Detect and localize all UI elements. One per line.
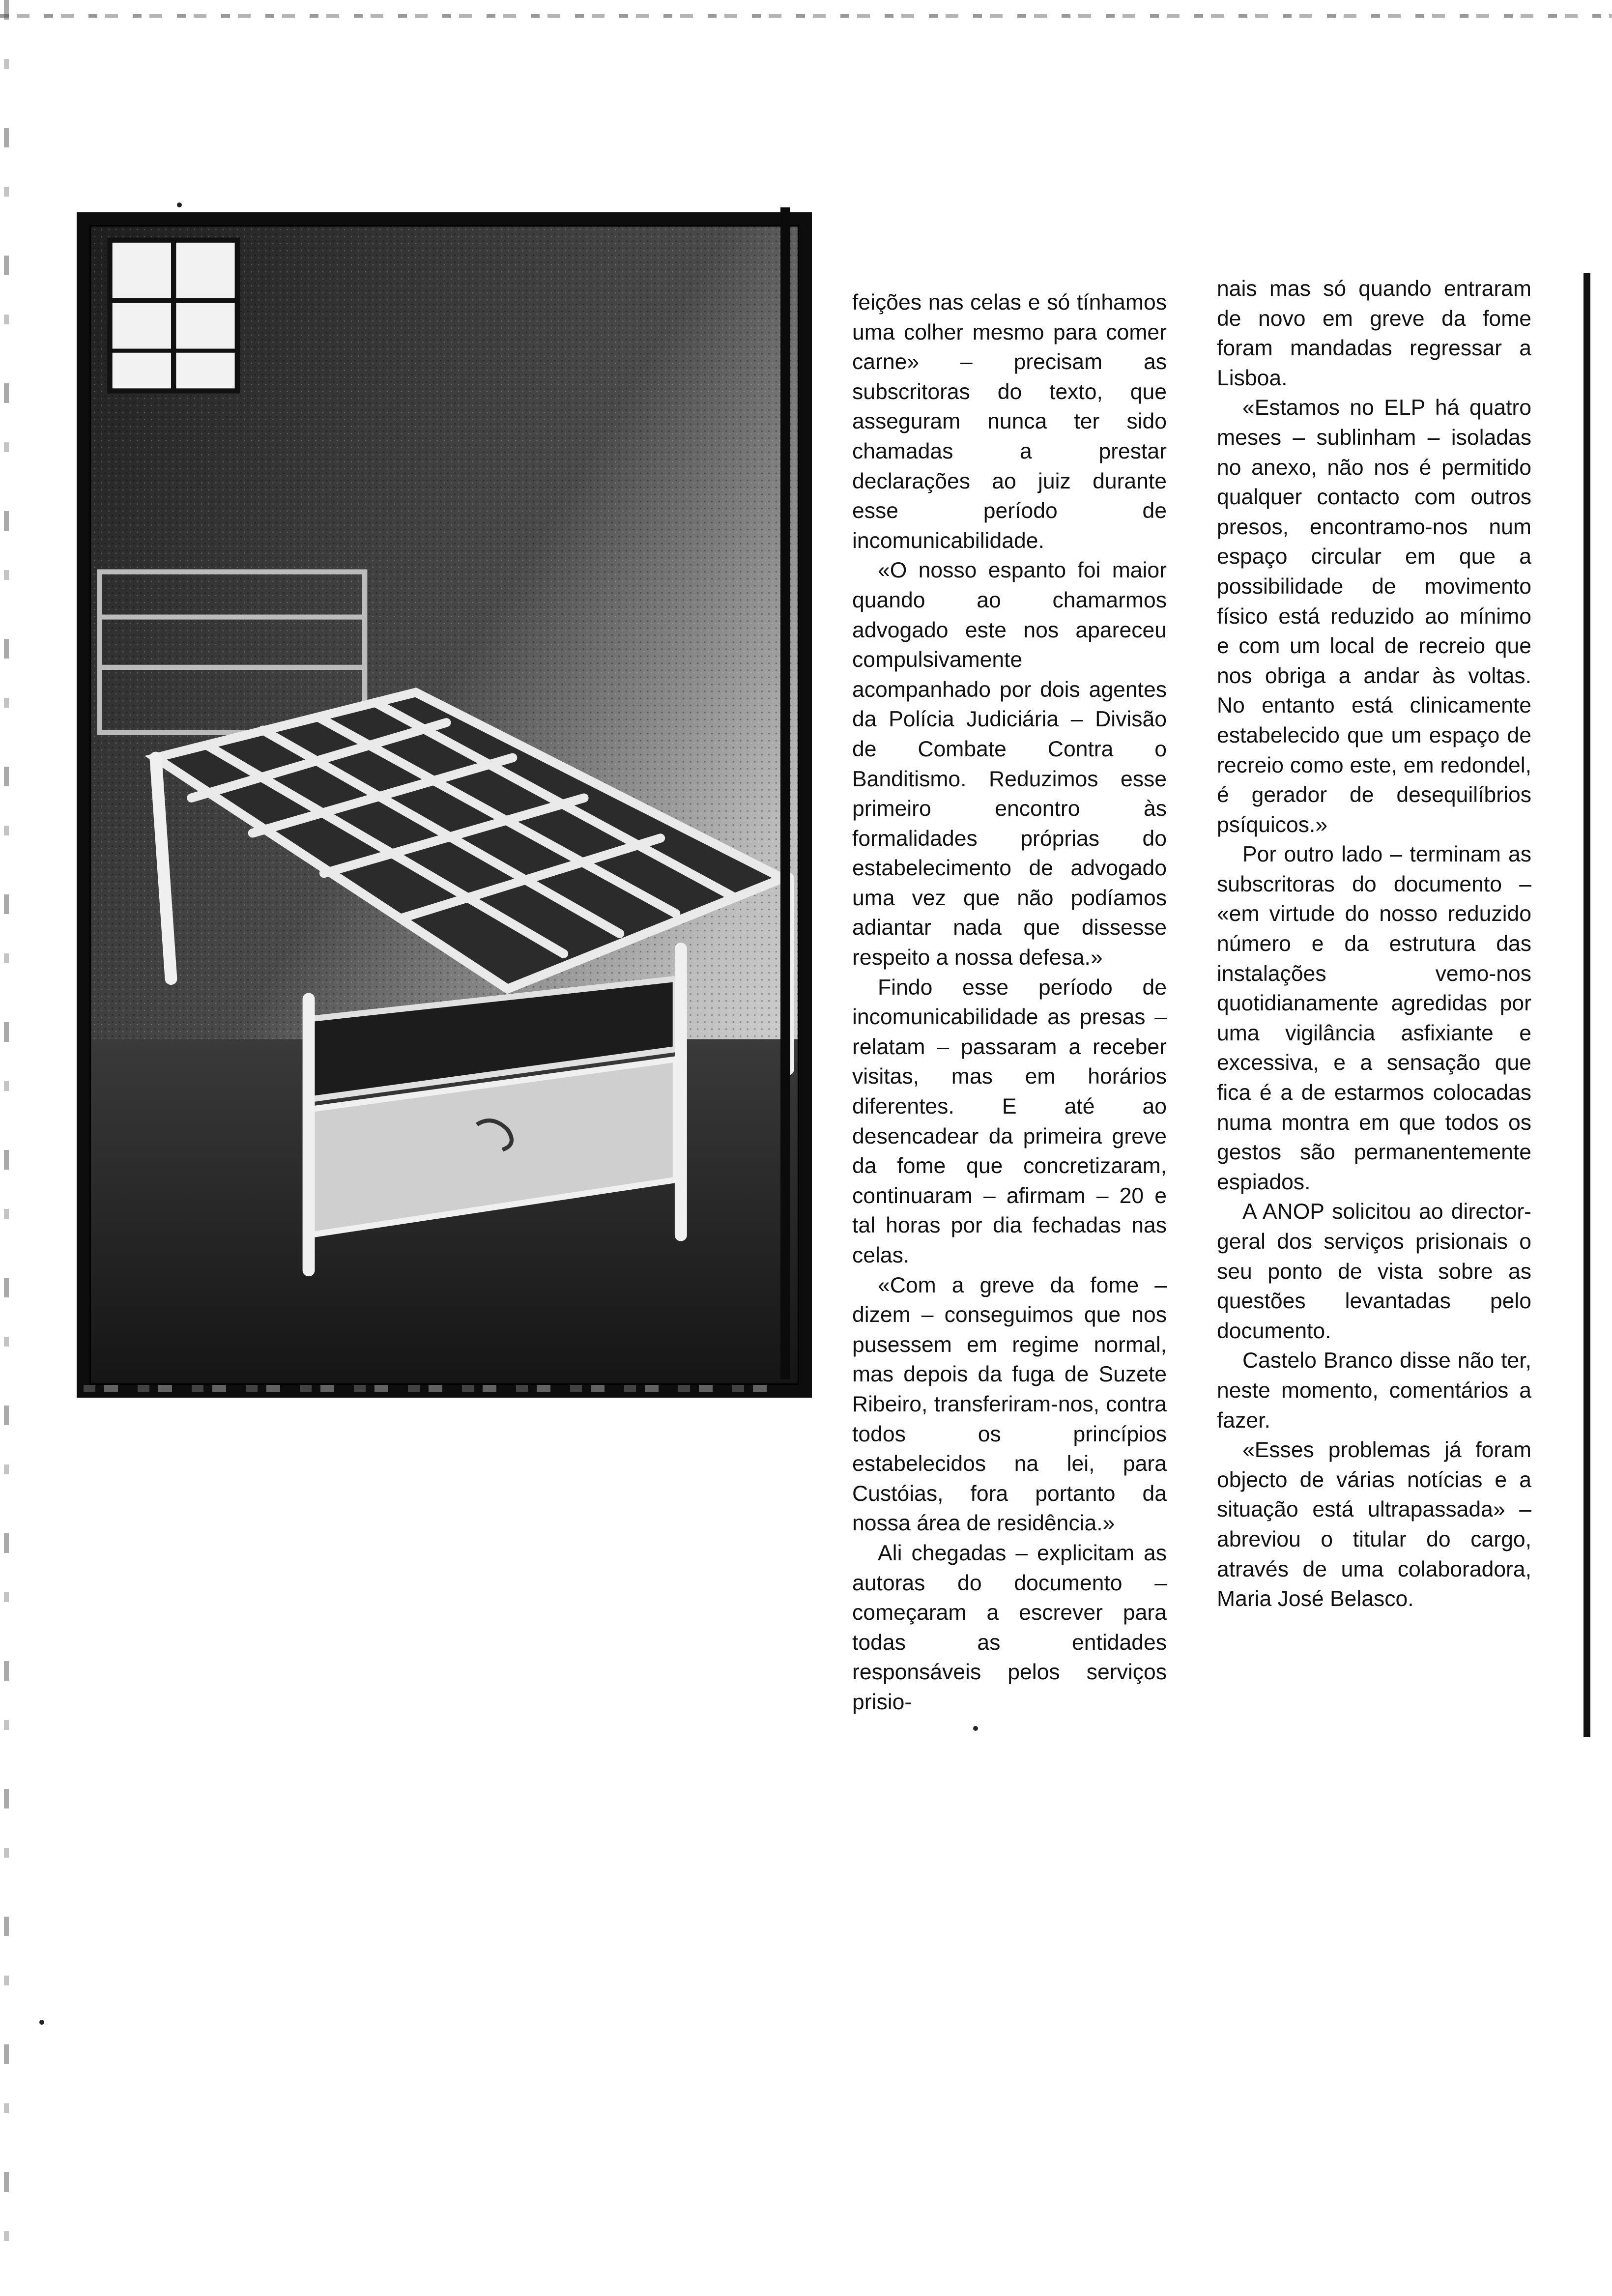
paragraph: «Com a greve da fome – dizem – conseguimos que nos pusessem em regime normal, mas depois da fuga de Suzete Ribeiro, transferiram-nos, contra todos os princípios estabelecidos na lei, para Custóias, fora portanto da nossa área de residência.» <box>852 1273 1167 1536</box>
photo-bottom-noise <box>84 1385 786 1392</box>
article-column-2 <box>1217 274 1531 1614</box>
paragraph: Findo esse período de incomunicabilidade as presas – relatam – passaram a receber visitas, mas em horários diferentes. E até ao desencadear da primeira greve da fome que concretizaram, continuaram – afirmam – 20 e tal horas por dia fechadas nas celas. <box>852 975 1167 1267</box>
column-right-rule <box>1583 273 1590 1737</box>
bed-illustration <box>89 225 799 1385</box>
paragraph: Ali chegadas – explicitam as autoras do documento – começaram a escrever para todas as entidades responsáveis pelos serviços prisio- <box>852 1541 1167 1714</box>
paragraph: nais mas só quando entraram de novo em greve da fome foram mandadas regressar a Lisboa. <box>1217 277 1531 390</box>
paragraph: A ANOP solicitou ao director-geral dos serviços prisionais o seu ponto de vista sobre as questões levantadas pelo documento. <box>1217 1200 1531 1343</box>
scan-speck <box>39 2020 44 2025</box>
scan-noise-left-edge <box>4 0 9 2296</box>
paragraph: «Esses problemas já foram objecto de várias notícias e a situação está ultrapassada» – abreviou o titular do cargo, através de uma colaboradora, Maria José Belasco. <box>1217 1438 1531 1611</box>
scan-noise-top <box>0 14 1612 18</box>
scan-speck <box>973 1726 978 1731</box>
article-column-1 <box>852 288 1167 1718</box>
scan-speck <box>177 202 182 207</box>
paragraph: «O nosso espanto foi maior quando ao chamarmos advogado este nos apareceu compulsivamente acompanhado por dois agentes da Polícia Judiciária – Divisão de Combate Contra o Banditismo. Reduzimos esse primeiro encontro às formalidades próprias do estabelecimento de advogado uma vez que não podíamos adiantar nada que dissesse respeito a nossa defesa.» <box>852 558 1167 970</box>
prison-bed-photo <box>77 212 812 1398</box>
paragraph: feições nas celas e só tínhamos uma colher mesmo para comer carne» – precisam as subscritoras do texto, que asseguram nunca ter sido chamadas a prestar declarações ao juiz durante esse período de incomunicabilidade. <box>852 290 1167 553</box>
photo-right-rule <box>780 207 790 1379</box>
paragraph: Por outro lado – terminam as subscritoras do documento – «em virtude do nosso reduzido número e da estrutura das instalações vemo-nos quotidianamente agredidas por uma vigilância asfixiante e excessiva, e a sensação que fica é a de estarmos colocadas numa montra em que todos os gestos são permanentemente espiados. <box>1217 842 1531 1194</box>
paragraph: Castelo Branco disse não ter, neste momento, comentários a fazer. <box>1217 1349 1531 1433</box>
paragraph: «Estamos no ELP há quatro meses – sublinham – isoladas no anexo, não nos é permitido qualquer contacto com outros presos, encontramo-nos num espaço circular em que a possibilidade de movimento físico está reduzido ao mínimo e com um local de recreio que nos obriga a andar às voltas. No entanto está clinicamente estabelecido que um espaço de recreio como este, em redondel, é gerador de desequilíbrios psíquicos.» <box>1217 396 1531 837</box>
cell-window <box>110 240 237 391</box>
